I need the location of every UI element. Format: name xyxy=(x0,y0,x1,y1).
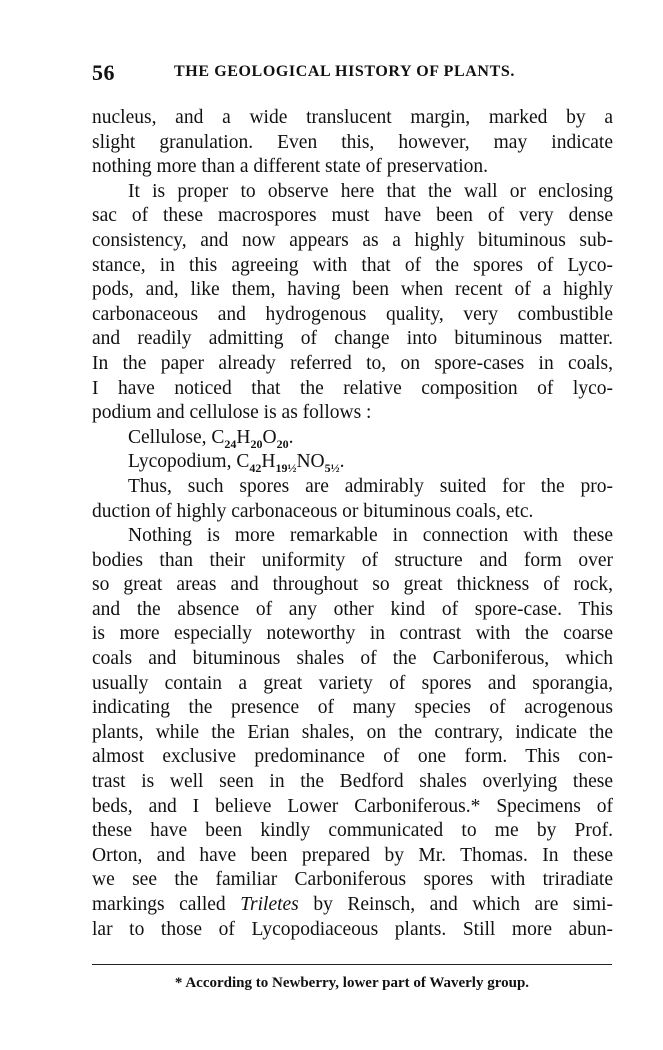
text-line: sac of these macrospores must have been of very dense xyxy=(92,205,613,227)
footnote: * According to Newberry, lower part of Waverly group. xyxy=(174,975,530,991)
formula-text: Lycopodium, C xyxy=(128,451,250,473)
text-line: almost exclusive predominance of one form. This con- xyxy=(92,746,613,768)
text-line: is more especially noteworthy in contrast with the coarse xyxy=(92,623,613,645)
formula-lycopodium xyxy=(92,450,613,475)
formula-cellulose xyxy=(92,426,613,451)
text-line: duction of highly carbonaceous or bituminous coals, etc. xyxy=(92,500,534,522)
body-text xyxy=(92,106,613,942)
text-line: Orton, and have been prepared by Mr. Thomas. In these xyxy=(92,844,613,866)
formula-text: O xyxy=(262,426,277,448)
formula-text: H xyxy=(236,426,251,448)
page-header xyxy=(92,60,612,90)
text-line: podium and cellulose is as follows : xyxy=(92,402,372,424)
text-line: slight granulation. Even this, however, may indicate xyxy=(92,131,613,153)
formula-subscript: 42 xyxy=(249,461,262,476)
text-line: It is proper to observe here that the wall or enclosing xyxy=(128,180,613,202)
text-line: and the absence of any other kind of spore-case. This xyxy=(92,598,613,620)
text-line: nothing more than a different state of preservation. xyxy=(92,156,489,178)
formula-text: NO xyxy=(296,451,325,473)
text-line: Nothing is more remarkable in connection with these xyxy=(128,525,613,547)
formula-text: Cellulose, C xyxy=(128,426,225,448)
text-line: we see the familiar Carboniferous spores with triradiate xyxy=(92,869,613,891)
text-line: pods, and, like them, having been when recent of a highly xyxy=(92,279,613,301)
formula-subscript: 20 xyxy=(276,436,289,451)
text-line: coals and bituminous shales of the Carboniferous, which xyxy=(92,648,613,670)
text-line: nucleus, and a wide translucent margin, marked by a xyxy=(92,107,613,128)
italic-term: Triletes xyxy=(240,894,299,915)
text-line: bodies than their uniformity of structure and form over xyxy=(92,549,613,571)
formula-subscript: 20 xyxy=(250,436,263,451)
text-line: Thus, such spores are admirably suited for the pro- xyxy=(128,475,613,497)
text-line: lar to those of Lycopodiaceous plants. Still more abun- xyxy=(92,918,613,940)
footnote-divider xyxy=(92,964,612,965)
text-run: markings called xyxy=(92,894,241,915)
page-number: 56 xyxy=(92,60,115,85)
text-line: indicating the presence of many species of acrogenous xyxy=(92,697,613,719)
formula-subscript: 24 xyxy=(224,436,237,451)
text-line: beds, and I believe Lower Carboniferous.* Specimens of xyxy=(92,795,613,817)
text-line: consistency, and now appears as a highly bituminous sub- xyxy=(92,229,613,251)
text-line: usually contain a great variety of spores and sporangia, xyxy=(92,672,613,694)
text-run: by Reinsch, and which are simi- xyxy=(298,894,614,915)
text-line: trast is well seen in the Bedford shales overlying these xyxy=(92,771,613,793)
formula-subscript: 19½ xyxy=(275,461,297,476)
formula-subscript: 5½ xyxy=(324,461,340,476)
formula-text: . xyxy=(288,426,294,448)
text-line: plants, while the Erian shales, on the contrary, indicate the xyxy=(92,721,613,743)
formula-text: . xyxy=(339,451,345,473)
text-line: I have noticed that the relative composition of lyco- xyxy=(92,377,613,399)
running-head: THE GEOLOGICAL HISTORY OF PLANTS. xyxy=(174,63,515,80)
text-line: carbonaceous and hydrogenous quality, very combustible xyxy=(92,303,613,325)
text-line: these have been kindly communicated to me by Prof. xyxy=(92,820,613,842)
text-line: stance, in this agreeing with that of the spores of Lyco- xyxy=(92,254,613,276)
formula-text: H xyxy=(261,451,276,473)
text-line: and readily admitting of change into bituminous matter. xyxy=(92,328,613,350)
text-line: In the paper already referred to, on spore-cases in coals, xyxy=(92,352,613,374)
text-line: so great areas and throughout so great thickness of rock, xyxy=(92,574,613,596)
text-line xyxy=(92,893,613,918)
